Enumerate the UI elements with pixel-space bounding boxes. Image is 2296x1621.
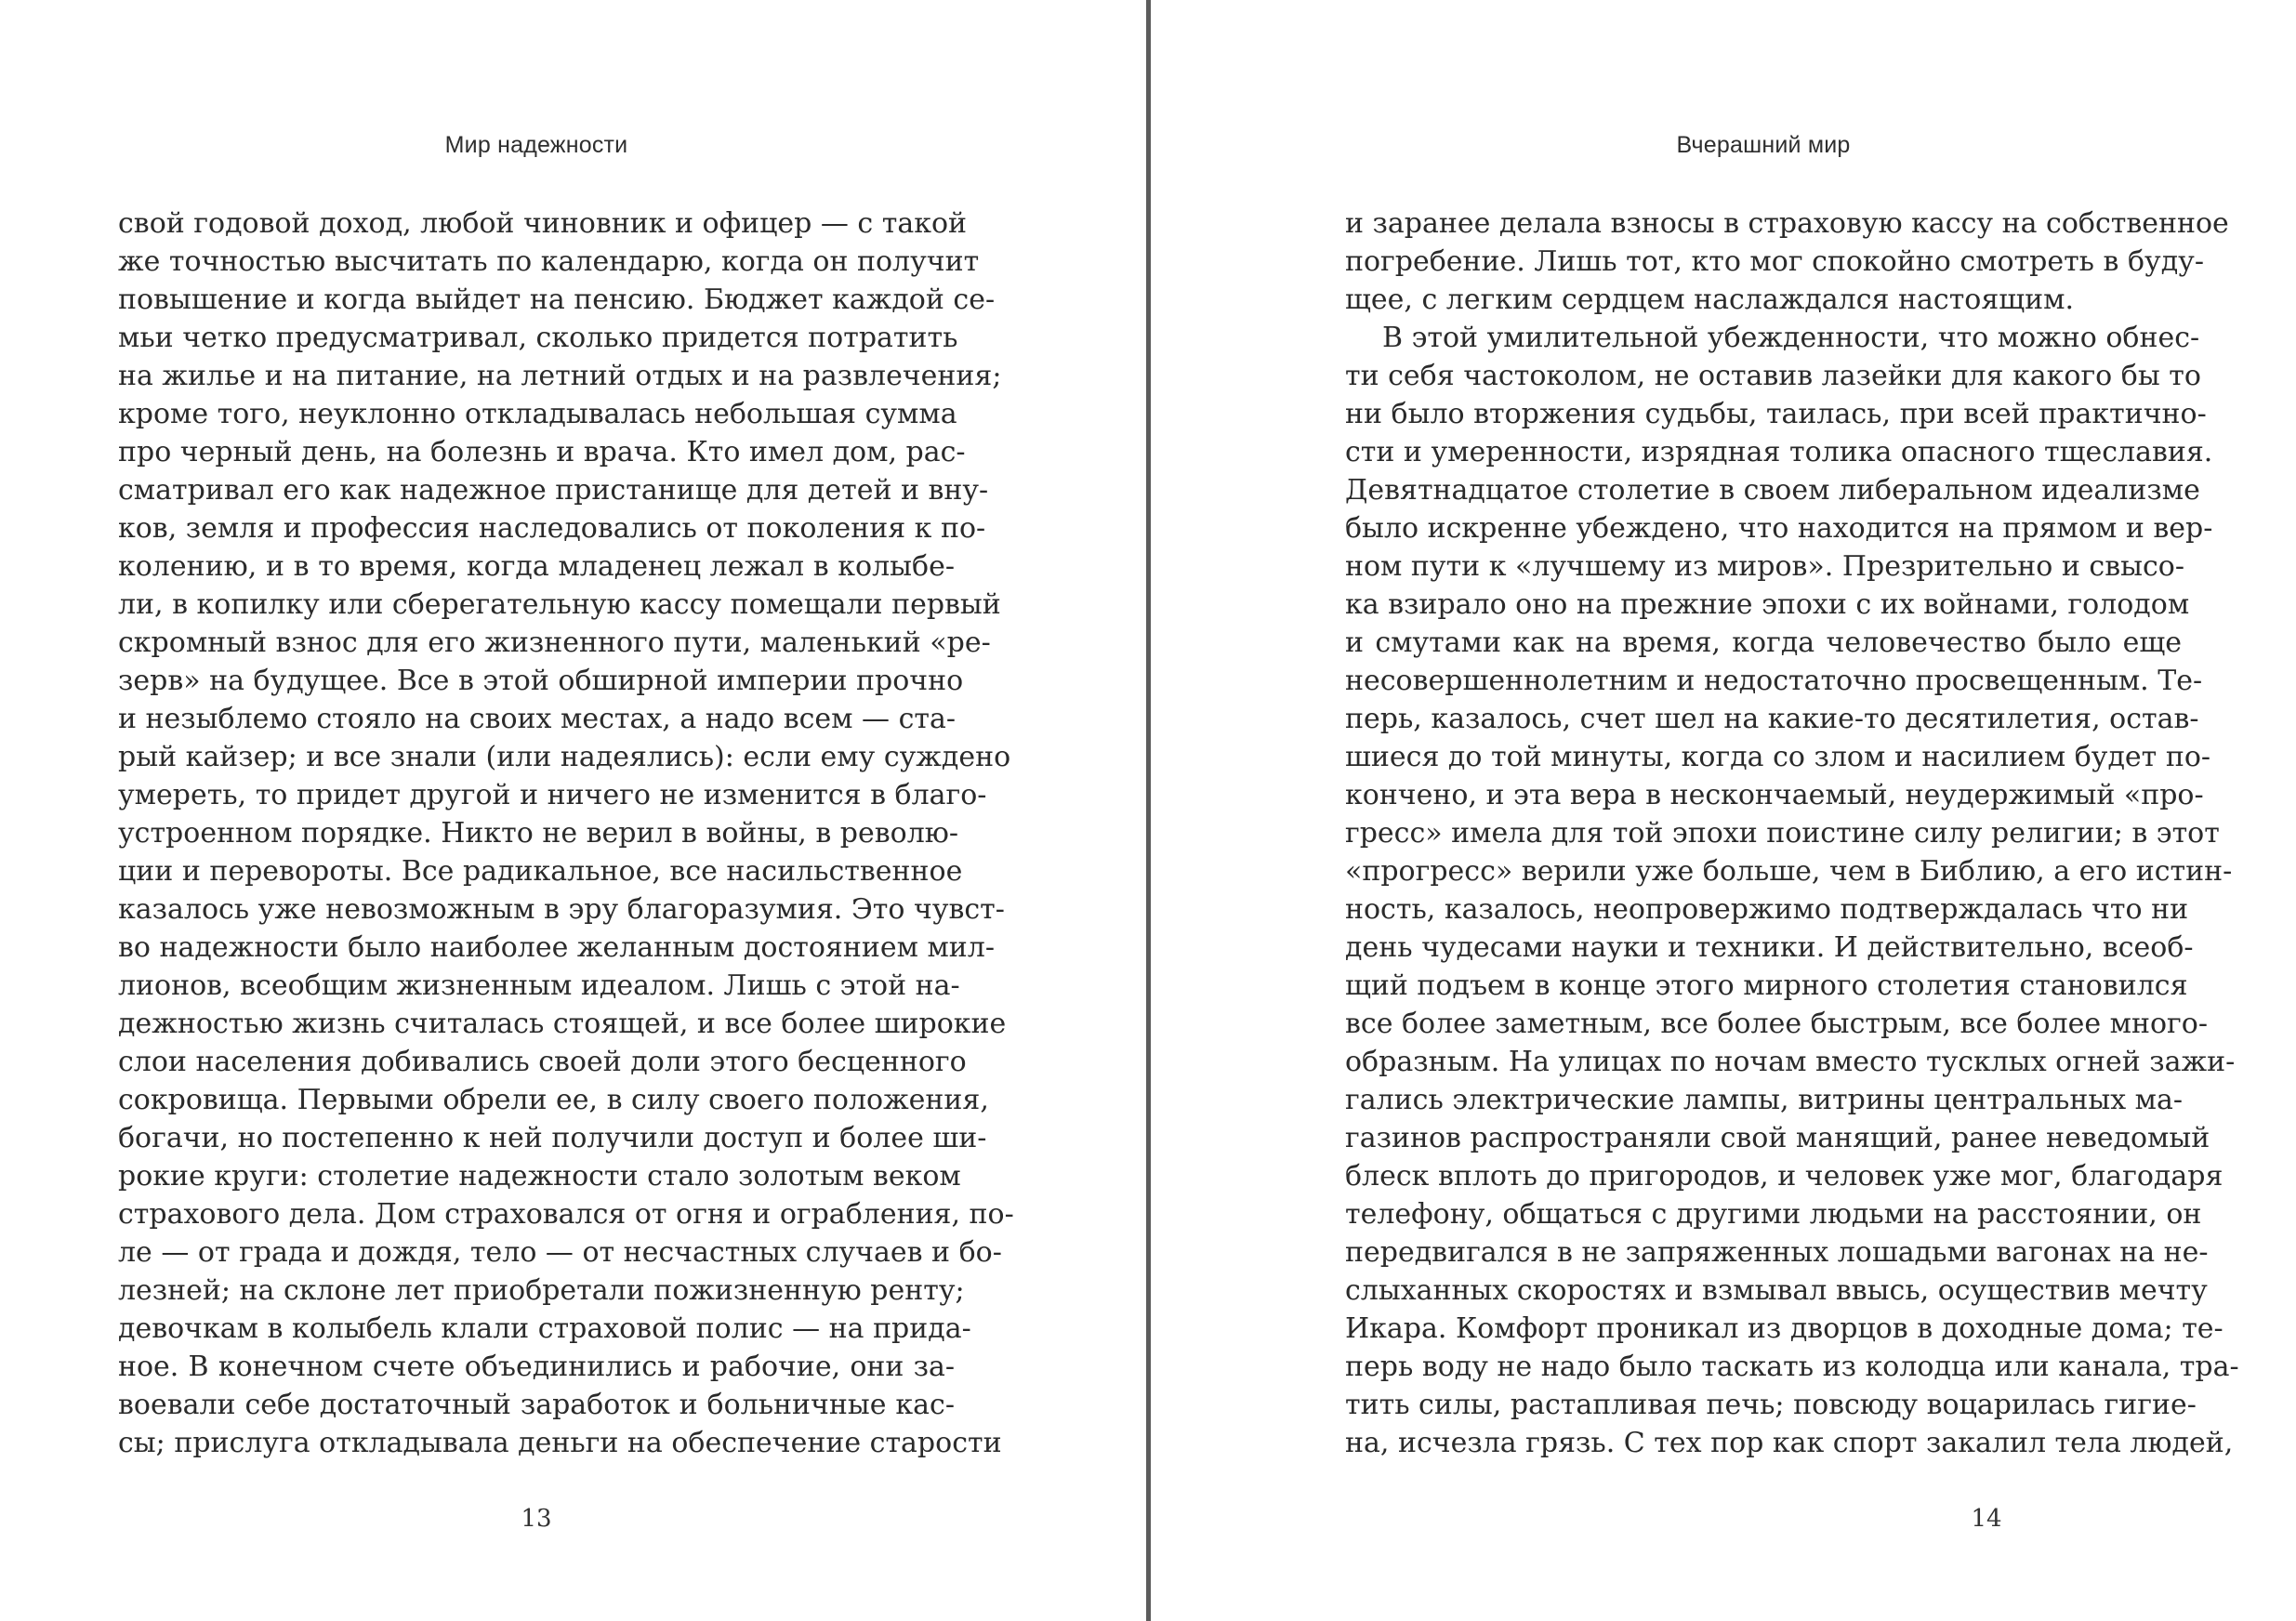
text-line: колению, и в то время, когда младенец лежал в колыбе- (118, 550, 955, 583)
text-line: зерв» на будущее. Все в этой обширной империи прочно (118, 665, 964, 697)
left-page (0, 0, 1143, 1621)
text-line: на жилье и на питание, на летний отдых и на развлечения; (118, 360, 1002, 392)
text-line: образным. На улицах по ночам вместо тусклых огней зажи- (1345, 1046, 2236, 1078)
text-line: сматривал его как надежное пристанище для детей и вну- (118, 474, 989, 507)
text-line: сокровища. Первыми обрели ее, в силу своего положения, (118, 1084, 989, 1116)
text-line: дежностью жизнь считалась стоящей, и все более широкие (118, 1008, 1007, 1040)
text-line: все более заметным, все более быстрым, все более много- (1345, 1008, 2208, 1040)
text-line: рокие круги: столетие надежности стало золотым веком (118, 1160, 961, 1193)
text-line: лезней; на склоне лет приобретали пожизненную ренту; (118, 1274, 965, 1307)
text-line: на, исчезла грязь. С тех пор как спорт закалил тела людей, (1345, 1427, 2234, 1459)
running-head-right: Вчерашний мир (1676, 132, 1851, 158)
text-line: и незыблемо стояло на своих местах, а надо всем — ста- (118, 703, 956, 735)
text-line: мьи четко предусматривал, сколько придется потратить (118, 322, 958, 354)
text-line: про черный день, на болезнь и врача. Кто имел дом, рас- (118, 436, 966, 468)
text-line: ти себя частоколом, не оставив лазейки для какого бы то (1345, 360, 2201, 392)
text-line: день чудесами науки и техники. И действительно, всеоб- (1345, 931, 2194, 964)
text-line: «прогресс» верили уже больше, чем в Библию, а его истин- (1345, 855, 2233, 888)
text-line: В этой умилительной убежденности, что можно обнес- (1382, 322, 2200, 354)
text-line: сы; прислуга откладывала деньги на обеспечение старости (118, 1427, 1002, 1459)
text-line: Девятнадцатое столетие в своем либеральном идеализме (1345, 474, 2200, 507)
text-line: перь воду не надо было таскать из колодца или канала, тра- (1345, 1351, 2239, 1383)
text-line: свой годовой доход, любой чиновник и офицер — с такой (118, 207, 968, 240)
text-line: передвигался в не запряженных лошадьми вагонах на не- (1345, 1236, 2209, 1269)
text-line: ном пути к «лучшему из миров». Презрительно и свысо- (1345, 550, 2184, 583)
text-line: слыханных скоростях и взмывал ввысь, осуществив мечту (1345, 1274, 2208, 1307)
text-line: богачи, но постепенно к ней получили доступ и более ши- (118, 1122, 987, 1154)
text-line: во надежности было наиболее желанным достоянием мил- (118, 931, 995, 964)
text-line: устроенном порядке. Никто не верил в войны, в револю- (118, 817, 959, 850)
text-line: гресс» имела для той эпохи поистине силу религии; в этот (1345, 817, 2220, 850)
text-line: ность, казалось, неопровержимо подтверждалась что ни (1345, 893, 2189, 926)
text-line: рый кайзер; и все знали (или надеялись): если ему суждено (118, 741, 1011, 773)
text-line: телефону, общаться с другими людьми на расстоянии, он (1345, 1198, 2202, 1231)
text-line: несовершеннолетним и недостаточно просвещенным. Те- (1345, 665, 2203, 697)
text-line: лионов, всеобщим жизненным идеалом. Лишь с этой на- (118, 969, 960, 1002)
text-line: погребение. Лишь тот, кто мог спокойно смотреть в буду- (1345, 245, 2204, 278)
text-line: ка взирало оно на прежние эпохи с их войнами, голодом (1345, 588, 2190, 621)
text-line: гались электрические лампы, витрины центральных ма- (1345, 1084, 2184, 1116)
text-line: газинов распространяли свой манящий, ранее неведомый (1345, 1122, 2210, 1154)
text-line: перь, казалось, счет шел на какие-то десятилетия, остав- (1345, 703, 2199, 735)
text-line: умереть, то придет другой и ничего не изменится в благо- (118, 779, 987, 811)
book-gutter (1146, 0, 1151, 1621)
text-line: Икара. Комфорт проникал из дворцов в доходные дома; те- (1345, 1312, 2223, 1345)
text-line: щее, с легким сердцем наслаждался настоящим. (1345, 283, 2075, 316)
text-line: же точностью высчитать по календарю, когда он получит (118, 245, 980, 278)
text-line: ни было вторжения судьбы, таилась, при всей практично- (1345, 398, 2207, 430)
text-line: ное. В конечном счете объединились и рабочие, они за- (118, 1351, 955, 1383)
text-line: блеск вплоть до пригородов, и человек уже мог, благодаря (1345, 1160, 2223, 1193)
text-line: ли, в копилку или сберегательную кассу помещали первый (118, 588, 1001, 621)
text-line: страхового дела. Дом страховался от огня и ограбления, по- (118, 1198, 1014, 1231)
text-line: тить силы, растапливая печь; повсюду воцарилась гигие- (1345, 1389, 2197, 1421)
running-head-left: Мир надежности (444, 132, 628, 158)
text-line: ции и перевороты. Все радикальное, все насильственное (118, 855, 963, 888)
text-line: щий подъем в конце этого мирного столетия становился (1345, 969, 2188, 1002)
text-line: шиеся до той минуты, когда со злом и насилием будет по- (1345, 741, 2211, 773)
text-line: и смутами как на время, когда человечество было еще (1345, 626, 2182, 659)
text-line: сти и умеренности, изрядная толика опасного тщеславия. (1345, 436, 2213, 468)
text-line: ков, земля и профессия наследовались от поколения к по- (118, 512, 986, 545)
left-page-text (118, 204, 1014, 1462)
text-line: и заранее делала взносы в страховую кассу на собственное (1345, 207, 2229, 240)
text-line: ле — от града и дождя, тело — от несчастных случаев и бо- (118, 1236, 1002, 1269)
right-page-text (1345, 204, 2239, 1462)
text-line: повышение и когда выйдет на пенсию. Бюджет каждой се- (118, 283, 996, 316)
text-line: скромный взнос для его жизненного пути, маленький «ре- (118, 626, 991, 659)
text-line: было искренне убеждено, что находится на прямом и вер- (1345, 512, 2213, 545)
text-line: кроме того, неуклонно откладывалась небольшая сумма (118, 398, 957, 430)
page-number-right: 14 (1971, 1505, 2002, 1533)
right-page (1153, 0, 2296, 1621)
text-line: кончено, и эта вера в нескончаемый, неудержимый «про- (1345, 779, 2204, 811)
text-line: слои населения добивались своей доли этого бесценного (118, 1046, 967, 1078)
page-number-left: 13 (521, 1505, 552, 1533)
text-line: воевали себе достаточный заработок и больничные кас- (118, 1389, 955, 1421)
text-line: казалось уже невозможным в эру благоразумия. Это чувст- (118, 893, 1005, 926)
text-line: девочкам в колыбель клали страховой полис — на прида- (118, 1312, 971, 1345)
